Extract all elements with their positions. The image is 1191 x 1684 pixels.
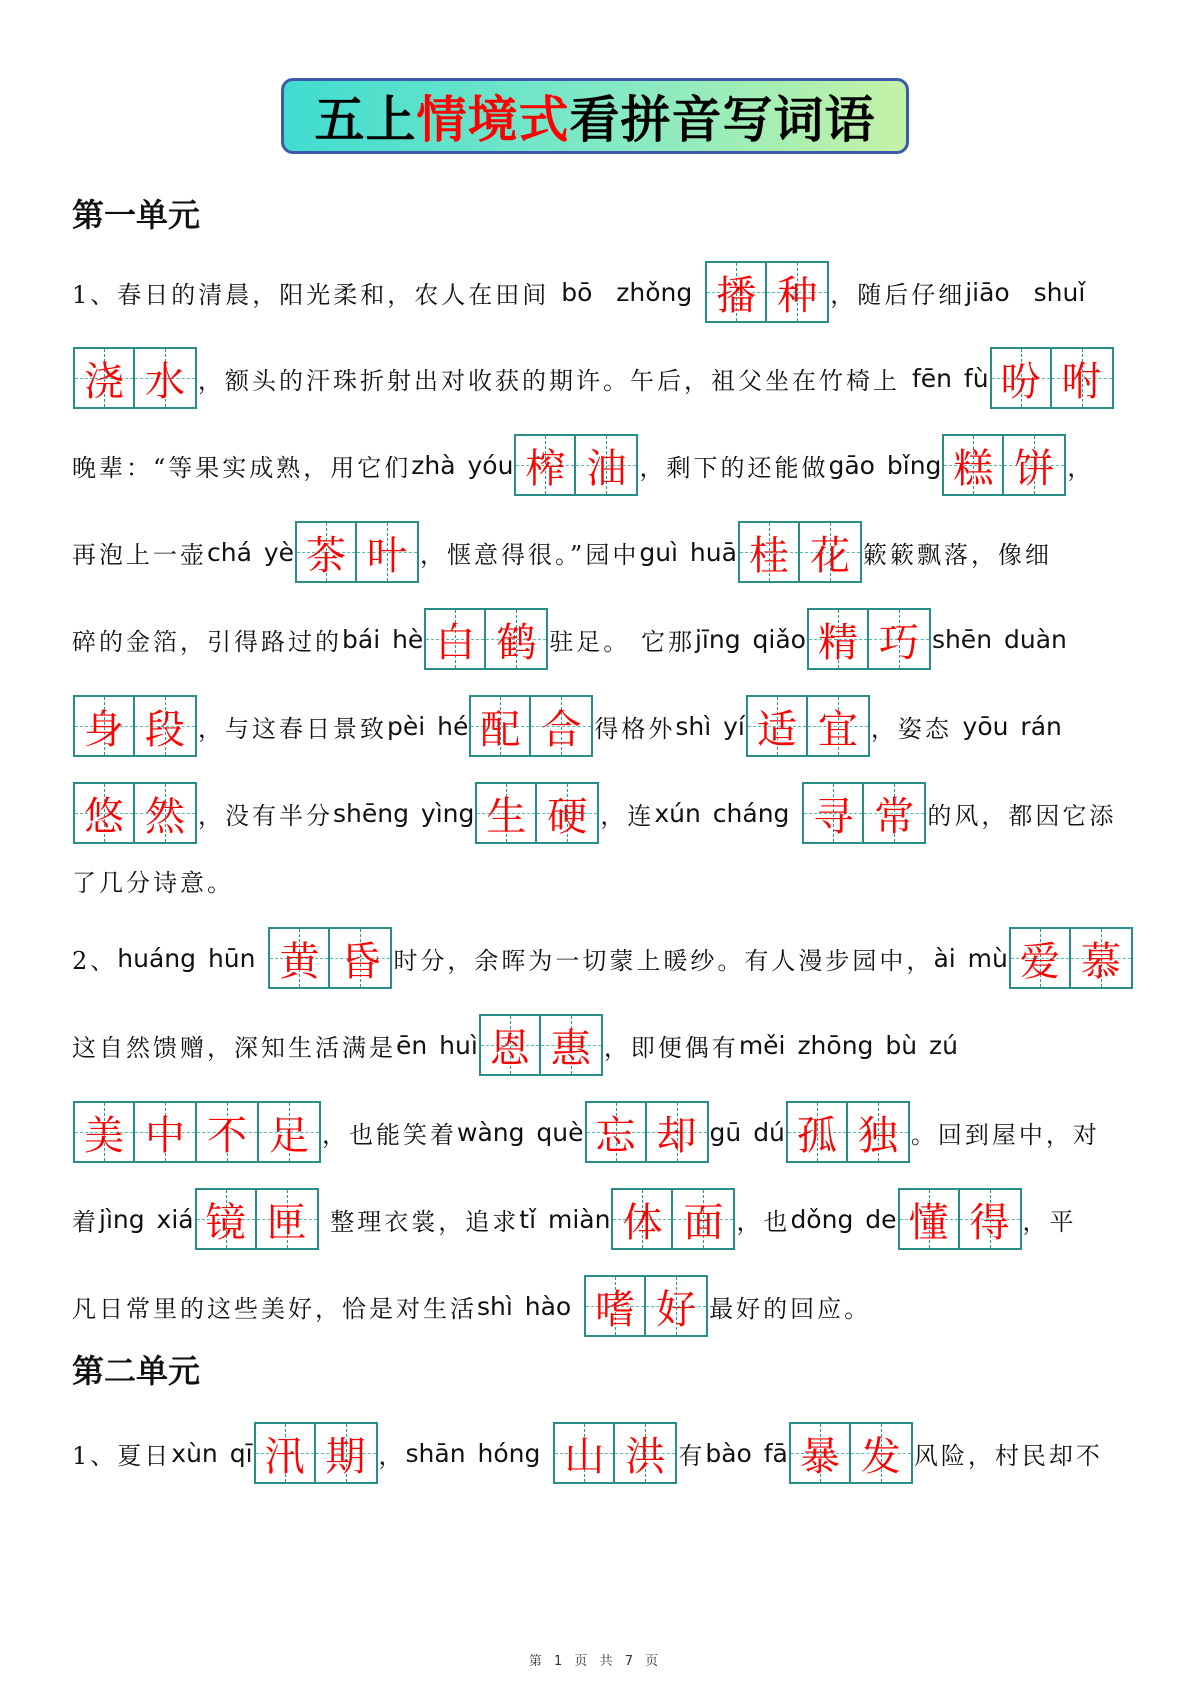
answer-char: 期	[325, 1433, 366, 1480]
tianzige-cell[interactable]	[357, 521, 419, 583]
tianzige-cell[interactable]	[475, 782, 537, 844]
tianzige-cell[interactable]	[800, 521, 862, 583]
answer-grid[interactable]	[1009, 927, 1133, 989]
sentence-text: 1、春日的清晨，阳光柔和，农人在田间	[72, 280, 550, 309]
answer-grid[interactable]	[585, 1101, 709, 1163]
answer-char: 浇	[84, 358, 124, 405]
tianzige-cell[interactable]	[73, 782, 135, 844]
tianzige-cell[interactable]	[611, 1188, 673, 1250]
answer-char: 水	[145, 358, 185, 405]
tianzige-cell[interactable]	[541, 1014, 603, 1076]
answer-char: 配	[480, 706, 521, 753]
sentence-text: 有	[678, 1441, 706, 1470]
answer-char: 宜	[817, 706, 858, 753]
answer-char: 黄	[279, 938, 320, 985]
tianzige-cell[interactable]	[615, 1422, 677, 1484]
answer-char: 鹤	[496, 619, 537, 666]
tianzige-cell[interactable]	[73, 1101, 135, 1163]
pinyin-prompt: chá yè	[207, 537, 295, 567]
sentence-text: 1、夏日	[72, 1441, 172, 1470]
answer-grid[interactable]	[514, 434, 638, 496]
tianzige-cell[interactable]	[295, 521, 357, 583]
unit-heading: 第二单元	[72, 1352, 201, 1390]
answer-char: 足	[269, 1112, 309, 1159]
sentence-text: 时分，余晖为一切蒙上暖纱。有人漫步园中，	[393, 946, 934, 975]
sentence-line	[72, 433, 1094, 497]
answer-grid[interactable]	[898, 1188, 1022, 1250]
answer-char: 身	[84, 706, 124, 753]
sentence-text: 再泡上一壶	[72, 540, 207, 569]
pinyin-prompt: shēng yìng	[333, 798, 475, 828]
sentence-line	[72, 1013, 958, 1077]
sentence-line	[72, 1187, 1077, 1251]
tianzige-cell[interactable]	[259, 1101, 321, 1163]
answer-grid[interactable]	[73, 782, 197, 844]
sentence-line	[72, 346, 1115, 410]
pinyin-prompt: xún cháng	[654, 798, 802, 828]
answer-char: 花	[809, 532, 850, 579]
pinyin-prompt: shēn duàn	[931, 624, 1067, 654]
tianzige-cell[interactable]	[73, 695, 135, 757]
tianzige-cell[interactable]	[197, 1101, 259, 1163]
tianzige-cell[interactable]	[942, 434, 1004, 496]
answer-grid[interactable]	[789, 1422, 913, 1484]
pinyin-prompt: shì yí	[675, 711, 745, 741]
answer-char: 硬	[547, 793, 588, 840]
answer-char: 不	[207, 1112, 247, 1159]
pinyin-prompt: ēn huì	[396, 1030, 478, 1060]
answer-grid[interactable]	[611, 1188, 735, 1250]
answer-char: 得	[969, 1199, 1010, 1246]
pinyin-prompt: bō zhǒng	[549, 277, 705, 307]
tianzige-cell[interactable]	[1071, 927, 1133, 989]
tianzige-cell[interactable]	[531, 695, 593, 757]
pinyin-prompt: jìng xiá	[99, 1204, 194, 1234]
tianzige-cell[interactable]	[135, 782, 197, 844]
answer-char: 常	[874, 793, 915, 840]
sentence-line	[72, 926, 1134, 990]
answer-char: 美	[84, 1112, 124, 1159]
answer-char: 寻	[813, 793, 854, 840]
tianzige-cell[interactable]	[789, 1422, 851, 1484]
tianzige-cell[interactable]	[424, 608, 486, 670]
answer-char: 生	[486, 793, 527, 840]
pinyin-prompt: huáng hūn	[117, 943, 268, 973]
tianzige-cell[interactable]	[673, 1188, 735, 1250]
answer-grid[interactable]	[802, 782, 926, 844]
tianzige-cell[interactable]	[898, 1188, 960, 1250]
answer-char: 山	[564, 1433, 605, 1480]
tianzige-cell[interactable]	[479, 1014, 541, 1076]
page-title	[315, 80, 876, 152]
pinyin-prompt: bái hè	[342, 624, 424, 654]
answer-grid[interactable]	[942, 434, 1066, 496]
tianzige-cell[interactable]	[647, 1101, 709, 1163]
pinyin-prompt: gāo bǐng	[828, 450, 942, 480]
tianzige-cell[interactable]	[1004, 434, 1066, 496]
answer-char: 体	[622, 1199, 663, 1246]
pinyin-prompt: yōu rán	[962, 711, 1062, 741]
tianzige-cell[interactable]	[786, 1101, 848, 1163]
answer-char: 饼	[1014, 445, 1055, 492]
tianzige-cell[interactable]	[869, 608, 931, 670]
sentence-text: 得格外	[594, 714, 676, 743]
sentence-line	[72, 1274, 871, 1338]
answer-char: 镜	[205, 1199, 246, 1246]
sentence-text: ，	[1067, 453, 1095, 482]
sentence-line	[72, 260, 1085, 324]
sentence-text: ，额头的汗珠折射出对收获的期许。午后，祖父坐在竹椅上	[198, 366, 900, 395]
sentence-line	[72, 520, 1052, 584]
answer-grid[interactable]	[73, 347, 197, 409]
sentence-text: 2、	[72, 946, 118, 975]
answer-grid[interactable]	[475, 782, 599, 844]
sentence-line	[72, 1100, 1100, 1164]
answer-grid[interactable]	[479, 1014, 603, 1076]
tianzige-cell[interactable]	[135, 695, 197, 757]
answer-grid[interactable]	[553, 1422, 677, 1484]
answer-char: 慕	[1080, 938, 1121, 985]
answer-char: 合	[541, 706, 582, 753]
tianzige-cell[interactable]	[195, 1188, 257, 1250]
sentence-text: ，即便偶有	[603, 1033, 739, 1062]
pinyin-prompt: měi zhōng bù zú	[738, 1030, 958, 1060]
sentence-text: 碎的金箔，引得路过的	[72, 627, 342, 656]
tianzige-cell[interactable]	[808, 695, 870, 757]
answer-char: 茶	[306, 532, 347, 579]
sentence-text: 整理衣裳，追求	[319, 1207, 520, 1236]
answer-char: 榨	[525, 445, 566, 492]
sentence-text: 晚辈：“等果实成熟，用它们	[72, 453, 412, 482]
tianzige-cell[interactable]	[1009, 927, 1071, 989]
tianzige-cell[interactable]	[802, 782, 864, 844]
tianzige-cell[interactable]	[738, 521, 800, 583]
sentence-line	[72, 694, 1062, 758]
title-suffix: 看拼音写词语	[569, 90, 876, 149]
sentence-text: 最好的回应。	[709, 1294, 872, 1323]
sentence-line	[72, 607, 1067, 671]
answer-char: 精	[817, 619, 858, 666]
answer-char: 桂	[748, 532, 789, 579]
answer-char: 白	[435, 619, 476, 666]
answer-char: 却	[656, 1112, 697, 1159]
pinyin-prompt: guì huā	[639, 537, 737, 567]
sentence-text: ，与这春日景致	[198, 714, 387, 743]
tianzige-cell[interactable]	[330, 927, 392, 989]
tianzige-cell[interactable]	[990, 347, 1052, 409]
sentence-text: 。回到屋中，对	[910, 1120, 1100, 1149]
pinyin-prompt: fēn fù	[900, 363, 989, 393]
tianzige-cell[interactable]	[268, 927, 330, 989]
answer-char: 面	[683, 1199, 724, 1246]
answer-char: 汛	[264, 1433, 305, 1480]
tianzige-cell[interactable]	[746, 695, 808, 757]
pinyin-prompt: tǐ miàn	[519, 1204, 611, 1234]
answer-char: 爱	[1019, 938, 1060, 985]
tianzige-cell[interactable]	[960, 1188, 1022, 1250]
sentence-text: 凡日常里的这些美好，恰是对生活	[72, 1294, 477, 1323]
tianzige-cell[interactable]	[316, 1422, 378, 1484]
unit-heading: 第一单元	[72, 196, 201, 234]
sentence-text: ，也能笑着	[322, 1120, 457, 1149]
answer-grid[interactable]	[73, 695, 197, 757]
answer-char: 嗜	[595, 1286, 636, 1333]
tianzige-cell[interactable]	[135, 347, 197, 409]
sentence-text: ，没有半分	[198, 801, 333, 830]
pinyin-prompt: ài mù	[933, 943, 1008, 973]
answer-char: 发	[860, 1433, 901, 1480]
answer-char: 孤	[796, 1112, 837, 1159]
answer-char: 段	[145, 706, 185, 753]
answer-char: 悠	[84, 793, 124, 840]
answer-char: 匣	[266, 1199, 307, 1246]
answer-grid[interactable]	[990, 347, 1114, 409]
answer-char: 昏	[340, 938, 381, 985]
tianzige-cell[interactable]	[514, 434, 576, 496]
tianzige-cell[interactable]	[257, 1188, 319, 1250]
answer-char: 洪	[625, 1433, 666, 1480]
sentence-text: ，平	[1022, 1207, 1077, 1236]
sentence-text: ，随后仔细	[830, 280, 966, 309]
answer-char: 好	[656, 1286, 697, 1333]
tianzige-cell[interactable]	[469, 695, 531, 757]
answer-grid[interactable]	[73, 1101, 321, 1163]
pinyin-prompt: shì hào	[477, 1291, 584, 1321]
answer-grid[interactable]	[746, 695, 870, 757]
answer-char: 恩	[489, 1025, 530, 1072]
answer-grid[interactable]	[424, 608, 548, 670]
sentence-line	[72, 781, 1116, 845]
answer-char: 然	[145, 793, 185, 840]
pinyin-prompt: jīng qiǎo	[694, 624, 806, 654]
page-footer: 第 1 页 共 7 页	[528, 1654, 663, 1669]
tianzige-cell[interactable]	[646, 1275, 708, 1337]
sentence-line	[72, 1421, 1103, 1485]
answer-grid[interactable]	[195, 1188, 319, 1250]
answer-char: 播	[716, 272, 757, 319]
tianzige-cell[interactable]	[851, 1422, 913, 1484]
answer-char: 糕	[953, 445, 994, 492]
answer-char: 叶	[367, 532, 408, 579]
answer-char: 油	[586, 445, 627, 492]
pinyin-prompt: xùn qī	[171, 1438, 253, 1468]
tianzige-cell[interactable]	[135, 1101, 197, 1163]
tianzige-cell[interactable]	[486, 608, 548, 670]
title-banner	[281, 78, 909, 154]
sentence-text: ，	[378, 1441, 406, 1470]
answer-char: 独	[857, 1112, 898, 1159]
pinyin-prompt: bào fā	[705, 1438, 788, 1468]
tianzige-cell[interactable]	[73, 347, 135, 409]
tianzige-cell[interactable]	[807, 608, 869, 670]
answer-char: 种	[777, 272, 818, 319]
sentence-text: 驻足。 它那	[549, 627, 695, 656]
sentence-text: ，也	[736, 1207, 791, 1236]
pinyin-prompt: shān hóng	[405, 1438, 553, 1468]
answer-grid[interactable]	[295, 521, 419, 583]
title-prefix: 五上	[314, 90, 417, 149]
tianzige-cell[interactable]	[576, 434, 638, 496]
sentence-text: 簌簌飘落，像细	[862, 540, 1052, 569]
sentence-text: 风险，村民却不	[913, 1441, 1103, 1470]
tianzige-cell[interactable]	[767, 261, 829, 323]
answer-grid[interactable]	[254, 1422, 378, 1484]
answer-char: 巧	[878, 619, 919, 666]
answer-char: 忘	[595, 1112, 636, 1159]
answer-grid[interactable]	[268, 927, 392, 989]
title-highlight: 情境式	[416, 90, 570, 149]
answer-grid[interactable]	[469, 695, 593, 757]
tianzige-cell[interactable]	[848, 1101, 910, 1163]
tianzige-cell[interactable]	[584, 1275, 646, 1337]
pinyin-prompt: gū dú	[709, 1117, 785, 1147]
tianzige-cell[interactable]	[585, 1101, 647, 1163]
pinyin-prompt: dǒng de	[790, 1204, 897, 1234]
answer-grid[interactable]	[807, 608, 931, 670]
sentence-text: 的风，都因它添	[927, 801, 1117, 830]
sentence-text: 了几分诗意。	[72, 868, 234, 897]
answer-grid[interactable]	[786, 1101, 910, 1163]
answer-char: 暴	[799, 1433, 840, 1480]
sentence-text: 这自然馈赠，深知生活满是	[72, 1033, 396, 1062]
answer-grid[interactable]	[738, 521, 862, 583]
answer-char: 惠	[550, 1025, 591, 1072]
sentence-text: ，姿态	[870, 714, 963, 743]
tianzige-cell[interactable]	[254, 1422, 316, 1484]
answer-char: 适	[756, 706, 797, 753]
answer-char: 咐	[1061, 358, 1102, 405]
tianzige-cell[interactable]	[553, 1422, 615, 1484]
sentence-line	[72, 848, 234, 912]
answer-grid[interactable]	[705, 261, 829, 323]
pinyin-prompt: pèi hé	[387, 711, 469, 741]
pinyin-prompt: wàng què	[457, 1117, 584, 1147]
sentence-text: ，剩下的还能做	[639, 453, 829, 482]
answer-char: 懂	[908, 1199, 949, 1246]
sentence-text: ，惬意得很。”园中	[420, 540, 640, 569]
answer-grid[interactable]	[584, 1275, 708, 1337]
tianzige-cell[interactable]	[864, 782, 926, 844]
answer-char: 吩	[1000, 358, 1041, 405]
sentence-text: ，连	[600, 801, 655, 830]
sentence-text: 着	[72, 1207, 99, 1236]
tianzige-cell[interactable]	[537, 782, 599, 844]
tianzige-cell[interactable]	[1052, 347, 1114, 409]
tianzige-cell[interactable]	[705, 261, 767, 323]
pinyin-prompt: jiāo shuǐ	[965, 277, 1086, 307]
pinyin-prompt: zhà yóu	[411, 450, 514, 480]
answer-char: 中	[145, 1112, 185, 1159]
